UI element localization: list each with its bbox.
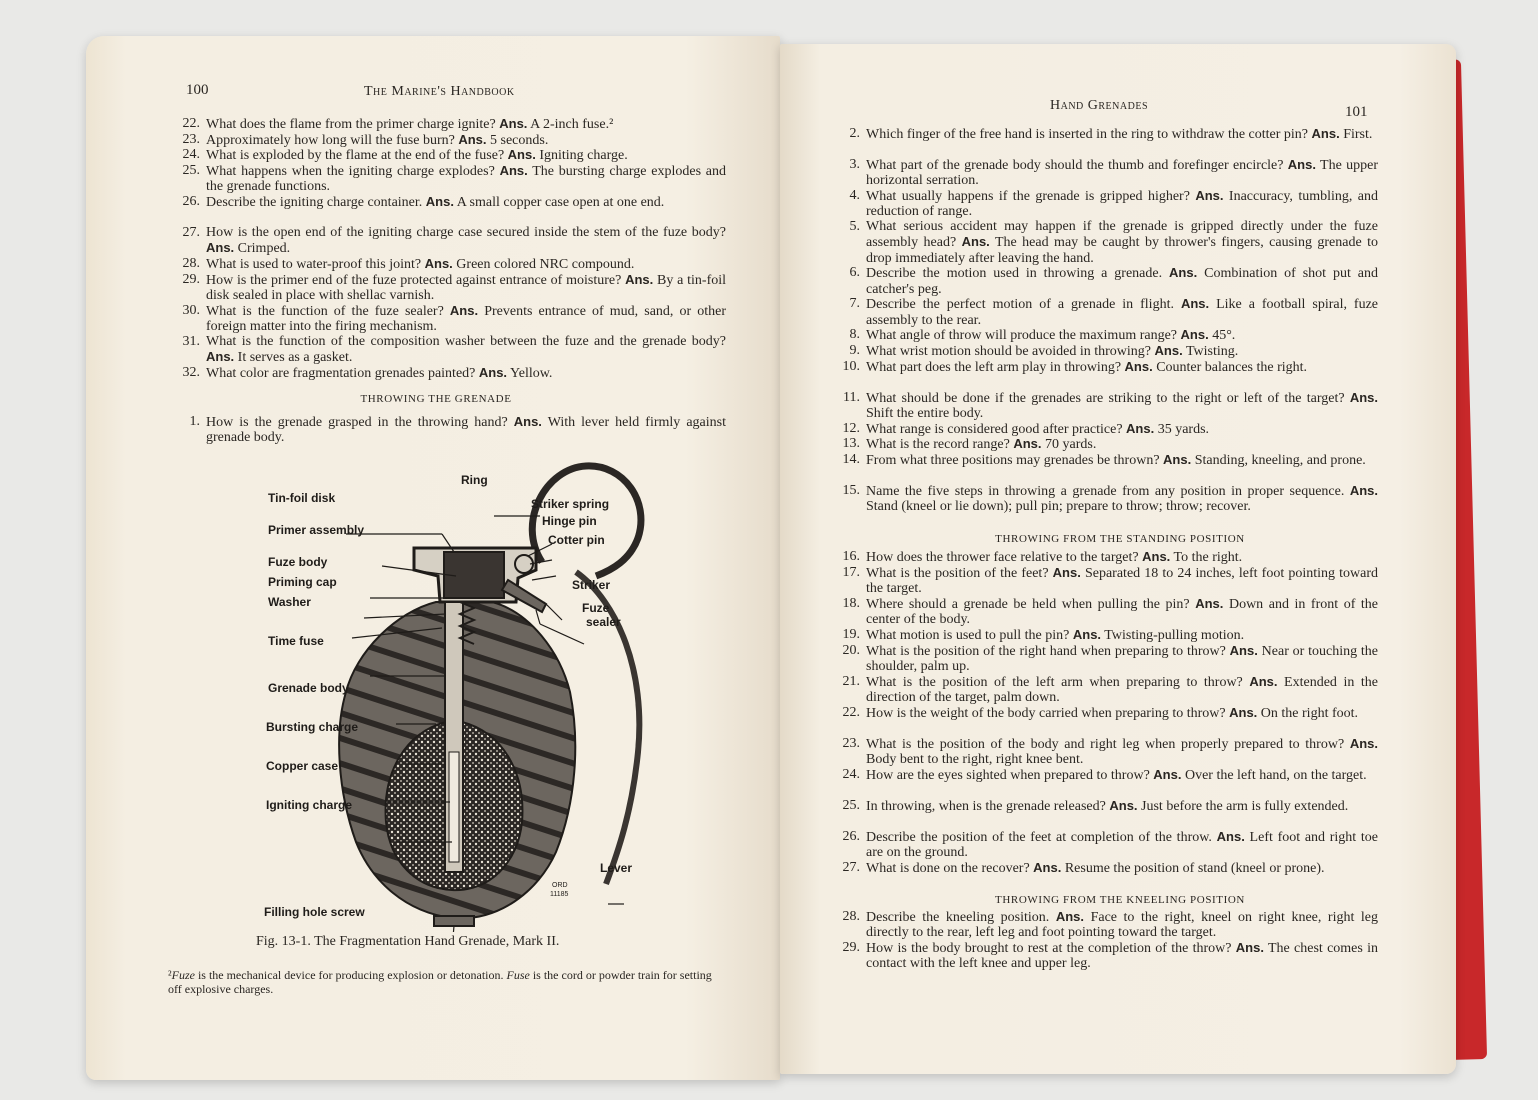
question-text: [866, 436, 1378, 452]
answer: 35 yards.: [1157, 421, 1210, 437]
answer: Shift the entire body.: [866, 405, 984, 421]
answer-label: Ans.: [1153, 766, 1182, 782]
question-number: 5.: [849, 219, 860, 234]
question: What is done on the recover?: [866, 860, 1030, 876]
question-number: 2.: [849, 126, 860, 141]
label-striker: Striker: [572, 578, 611, 592]
question-text: [206, 225, 726, 257]
question-text: [206, 194, 726, 210]
question-number: 21.: [842, 673, 860, 689]
question: What is the record range?: [866, 437, 1010, 453]
question: What range is considered good after practice?: [866, 421, 1123, 437]
question-item: [838, 188, 1378, 219]
answer: Extended in the direction of the target, palm down.: [866, 674, 1378, 706]
label-striker-spring: Striker spring: [531, 497, 610, 511]
answer: Twisting-pulling motion.: [1104, 628, 1245, 644]
answer: 45°.: [1212, 328, 1236, 344]
label-lever: Lever: [600, 861, 633, 875]
answer: Green colored NRC compound.: [456, 257, 635, 273]
question-item: [838, 596, 1378, 627]
answer: The head may be caught by thrower's fingers, causing grenade to drop immediately after leaving the hand.: [866, 235, 1379, 266]
question-number: 11.: [843, 389, 860, 405]
question: What is the position of the right hand when preparing to throw?: [866, 643, 1226, 659]
answer: Combination of shot put and catcher's peg.: [866, 266, 1379, 297]
question-text: [866, 940, 1378, 972]
question-text: [866, 265, 1378, 297]
question-text: [866, 390, 1378, 422]
question-item: [838, 359, 1378, 390]
answer: Left foot and right toe are on the ground.: [866, 829, 1379, 861]
page-number: 100: [186, 82, 209, 98]
question-number: 13.: [842, 436, 860, 452]
question-number: 3.: [849, 157, 860, 172]
answer: It serves as a gasket.: [237, 350, 353, 366]
question-item: [178, 147, 726, 162]
question-item: [838, 327, 1378, 342]
label-primer-assembly: Primer assembly: [268, 523, 365, 537]
question: How is the weight of the body carried when preparing to throw?: [866, 705, 1226, 721]
question-text: [866, 483, 1378, 515]
question-text: [866, 860, 1378, 876]
question-text: [866, 674, 1378, 706]
question-number: 18.: [842, 596, 860, 612]
footnote-term1: Fuze: [171, 968, 195, 982]
question: What angle of throw will produce the maximum range?: [866, 328, 1178, 344]
answer: Down and in front of the center of the body.: [866, 597, 1379, 628]
question: What does the flame from the primer charge ignite?: [206, 117, 496, 132]
answer-label: Ans.: [1349, 735, 1379, 751]
answer-label: Ans.: [1033, 859, 1062, 875]
question-text: [206, 365, 726, 381]
answer-label: Ans.: [961, 234, 990, 250]
answer: First.: [1343, 127, 1373, 142]
answer: 70 yards.: [1045, 437, 1097, 453]
answer: On the right foot.: [1260, 705, 1359, 721]
question-item: [838, 643, 1378, 674]
answer: Twisting.: [1185, 344, 1239, 359]
answer-label: Ans.: [1055, 908, 1085, 924]
question-text: [206, 414, 726, 446]
question-text: [866, 157, 1378, 189]
answer-label: Ans.: [513, 414, 542, 429]
answer: By a tin-foil disk sealed in place with shellac varnish.: [206, 272, 727, 304]
question-text: [866, 219, 1378, 266]
question-item: [838, 829, 1378, 860]
answer-label: Ans.: [1311, 126, 1340, 141]
question-text: [866, 188, 1378, 220]
answer: Body bent to the right, right knee bent.: [866, 752, 1084, 768]
question-text: [866, 452, 1378, 468]
question-text: [206, 334, 726, 366]
question-text: [206, 163, 726, 195]
question-item: [838, 265, 1378, 296]
question-number: 9.: [849, 343, 860, 358]
question: What usually happens if the grenade is gripped higher?: [866, 189, 1190, 204]
question-number: 31.: [182, 333, 200, 349]
question: Describe the perfect motion of a grenade in flight.: [866, 297, 1174, 313]
answer-label: Ans.: [424, 256, 453, 272]
question-item: [838, 860, 1378, 891]
question-number: 28.: [842, 908, 860, 924]
question-number: 16.: [842, 549, 860, 565]
question: Describe the kneeling position.: [866, 909, 1050, 925]
question-number: 24.: [842, 766, 860, 782]
question: From what three positions may grenades be thrown?: [866, 453, 1160, 469]
question: How is the primer end of the fuze protected against entrance of moisture?: [206, 272, 622, 288]
label-copper-case: Copper case: [266, 759, 339, 773]
answer-label: Ans.: [1169, 265, 1198, 281]
question-item: [838, 343, 1378, 358]
question-number: 4.: [849, 188, 860, 203]
answer-label: Ans.: [1216, 828, 1245, 844]
question-item: [178, 194, 726, 225]
question-text: [206, 147, 726, 163]
label-ring: Ring: [461, 473, 488, 487]
question-text: [866, 359, 1378, 375]
question-text: [866, 327, 1378, 343]
running-head: Hand Grenades: [1050, 98, 1148, 113]
label-fuze-sealer-line1: Fuze: [582, 601, 610, 615]
question-text: [206, 132, 726, 148]
question: In throwing, when is the grenade released?: [866, 798, 1106, 814]
question-item: [838, 219, 1378, 265]
question: What is the position of the feet?: [866, 566, 1049, 582]
answer: A 2-inch fuse.²: [530, 117, 614, 132]
question-number: 7.: [849, 296, 860, 312]
answer-label: Ans.: [206, 349, 235, 365]
answer: 5 seconds.: [490, 132, 549, 148]
answer-label: Ans.: [1013, 436, 1042, 452]
question-number: 26.: [842, 828, 860, 844]
question-item: [838, 483, 1378, 529]
footnote-term2: Fuse: [506, 968, 530, 982]
question-text: [206, 303, 726, 335]
question-text: [866, 798, 1378, 814]
answer: The chest comes in contact with the left knee and upper leg.: [866, 940, 1379, 972]
answer-label: Ans.: [1072, 627, 1102, 643]
answer: Separated 18 to 24 inches, left foot pointing toward the target.: [866, 566, 1379, 597]
answer: The bursting charge explodes and the grenade functions.: [206, 164, 726, 195]
question: What part does the left arm play in throwing?: [866, 359, 1122, 375]
answer-label: Ans.: [1229, 642, 1258, 658]
label-time-fuse: Time fuse: [268, 634, 324, 648]
question-number: 32.: [182, 364, 200, 380]
question-number: 26.: [182, 194, 200, 210]
answer-label: Ans.: [1195, 596, 1224, 612]
label-igniting-charge: Igniting charge: [266, 798, 353, 812]
question-number: 12.: [842, 420, 860, 436]
answer-label: Ans.: [425, 194, 454, 210]
question: What motion is used to pull the pin?: [866, 628, 1070, 644]
answer: Yellow.: [510, 365, 553, 381]
question-item: [838, 390, 1378, 421]
answer: With lever held firmly against grenade body.: [206, 415, 726, 446]
label-fuze-body: Fuze body: [268, 555, 328, 569]
question-item: [178, 334, 726, 365]
answer-label: Ans.: [449, 302, 479, 318]
question: What wrist motion should be avoided in throwing?: [866, 344, 1152, 359]
answer-label: Ans.: [507, 147, 536, 163]
question-item: [838, 296, 1378, 327]
question-number: 15.: [842, 483, 860, 499]
answer: Inaccuracy, tumbling, and reduction of range.: [866, 189, 1378, 220]
question: What is the position of the body and right leg when properly prepared to throw?: [866, 736, 1345, 752]
answer-label: Ans.: [1349, 483, 1378, 499]
answer-label: Ans.: [1349, 389, 1378, 405]
question: How is the open end of the igniting charge case secured inside the stem of the fuze body?: [206, 225, 726, 241]
question-number: 23.: [182, 131, 200, 147]
question-item: [838, 627, 1378, 642]
question-number: 27.: [182, 225, 200, 241]
question: What part of the grenade body should the thumb and forefinger encircle?: [866, 158, 1284, 173]
question-item: [838, 674, 1378, 705]
question-number: 19.: [842, 627, 860, 643]
question: Describe the motion used in throwing a grenade.: [866, 266, 1163, 282]
question-text: [866, 296, 1378, 328]
answer-label: Ans.: [499, 116, 528, 131]
answer-label: Ans.: [1142, 549, 1171, 565]
question-item: [178, 414, 726, 445]
footnote: [168, 968, 724, 996]
question-item: [838, 421, 1378, 436]
question-number: 22.: [182, 116, 200, 131]
right-page: [780, 44, 1456, 1074]
question-number: 8.: [849, 327, 860, 343]
answer: Just before the arm is fully extended.: [1141, 798, 1349, 814]
question: What color are fragmentation grenades painted?: [206, 365, 476, 381]
question-item: [838, 565, 1378, 596]
question-item: [838, 798, 1378, 829]
stamp-line2: 11185: [550, 891, 569, 898]
question-item: [178, 116, 726, 131]
question-text: [206, 116, 726, 132]
question-number: 17.: [842, 565, 860, 581]
question-item: [838, 940, 1378, 971]
answer: Igniting charge.: [539, 148, 628, 164]
answer: Face to the right, kneel on right knee, right leg directly to the rear, left leg and foot pointing toward the target.: [866, 909, 1379, 941]
question-number: 1.: [189, 414, 200, 429]
question: How is the grenade grasped in the throwing hand?: [206, 415, 508, 430]
question-number: 25.: [182, 163, 200, 179]
question: Which finger of the free hand is inserted in the ring to withdraw the cotter pin?: [866, 127, 1309, 142]
question: How are the eyes sighted when prepared to throw?: [866, 767, 1150, 783]
question: Describe the igniting charge container.: [206, 195, 423, 211]
label-cotter-pin: Cotter pin: [548, 533, 605, 547]
answer: Resume the position of stand (kneel or prone).: [1064, 860, 1325, 876]
answer: Over the left hand, on the target.: [1184, 767, 1367, 783]
question-item: [838, 126, 1378, 157]
question-number: 24.: [182, 147, 200, 163]
question: Approximately how long will the fuse burn?: [206, 132, 455, 148]
question-number: 10.: [842, 358, 860, 374]
answer-label: Ans.: [206, 240, 235, 256]
answer-label: Ans.: [1235, 939, 1264, 955]
question: What is the function of the fuze sealer?: [206, 303, 444, 319]
label-tin-foil-disk: Tin-foil disk: [268, 491, 336, 505]
question: What serious accident may happen if the grenade is gripped directly under the fuze assembly head?: [866, 219, 1378, 251]
question-item: [838, 767, 1378, 798]
question-item: [838, 736, 1378, 767]
answer: Standing, kneeling, and prone.: [1194, 453, 1366, 469]
question-item: [178, 163, 726, 194]
answer: Stand (kneel or lie down); pull pin; prepare to throw; throw; recover.: [866, 499, 1251, 515]
footnote-mark: ²: [168, 968, 172, 982]
stamp-line1: ORD: [552, 882, 568, 889]
label-hinge-pin: Hinge pin: [542, 514, 597, 528]
answer-label: Ans.: [625, 271, 654, 287]
question: Name the five steps in throwing a grenade from any position in proper sequence.: [866, 484, 1345, 500]
question-item: [838, 549, 1378, 564]
question-number: 27.: [842, 859, 860, 875]
answer-label: Ans.: [1249, 673, 1278, 689]
question-item: [178, 256, 726, 271]
question-text: [866, 596, 1378, 628]
question-item: [838, 452, 1378, 483]
question-item: [838, 705, 1378, 736]
question-item: [178, 132, 726, 147]
question-item: [178, 272, 726, 303]
left-page: [86, 36, 780, 1080]
answer-label: Ans.: [1195, 188, 1224, 203]
question: What is used to water-proof this joint?: [206, 257, 422, 273]
question-text: [866, 126, 1378, 142]
question: What is exploded by the flame at the end of the fuse?: [206, 148, 505, 164]
question-item: [178, 225, 726, 256]
question: What should be done if the grenades are striking to the right or left of the target?: [866, 390, 1345, 406]
question-item: [178, 365, 726, 380]
answer-label: Ans.: [499, 163, 528, 179]
answer: Counter balances the right.: [1156, 359, 1308, 375]
label-grenade-body: Grenade body: [268, 681, 349, 695]
label-filling-hole-screw: Filling hole screw: [264, 905, 365, 919]
answer-label: Ans.: [1163, 452, 1192, 468]
question: What is the position of the left arm when preparing to throw?: [866, 674, 1243, 690]
section-heading: THROWING THE GRENADE: [360, 393, 512, 405]
running-head: The Marine's Handbook: [364, 84, 515, 99]
question-text: [866, 565, 1378, 597]
question-number: 20.: [842, 642, 860, 658]
answer: Prevents entrance of mud, sand, or other foreign matter into the firing mechanism.: [206, 303, 727, 335]
answer: Crimped.: [237, 241, 291, 257]
label-bursting-charge: Bursting charge: [266, 720, 359, 734]
section-heading-kneeling: THROWING FROM THE KNEELING POSITION: [995, 893, 1245, 906]
question-text: [866, 736, 1378, 768]
question: What happens when the igniting charge explodes?: [206, 164, 495, 180]
question-text: [866, 767, 1378, 783]
answer-label: Ans.: [478, 364, 508, 380]
question: How does the thrower face relative to the target?: [866, 550, 1139, 566]
label-fuze-sealer-line2: sealer: [586, 615, 621, 629]
label-priming-cap: Priming cap: [268, 575, 337, 589]
answer-label: Ans.: [1229, 704, 1258, 720]
footnote-text1: is the mechanical device for producing explosion or detonation.: [194, 968, 507, 982]
question: What is the function of the composition washer between the fuze and the grenade body?: [206, 333, 726, 349]
footnote-text2: is the cord or powder train for setting off explosive charges.: [168, 968, 712, 996]
answer: A small copper case open at one end.: [456, 195, 665, 211]
answer-label: Ans.: [458, 131, 487, 147]
section-heading-standing: THROWING FROM THE STANDING POSITION: [995, 533, 1245, 546]
question: Where should a grenade be held when pulling the pin?: [866, 597, 1190, 613]
question-number: 14.: [842, 452, 860, 468]
question-text: [866, 343, 1378, 359]
question: Describe the position of the feet at completion of the throw.: [866, 829, 1212, 845]
answer-label: Ans.: [1287, 157, 1316, 172]
question-text: [866, 643, 1378, 675]
figure-caption: Fig. 13-1. The Fragmentation Hand Grenade, Mark II.: [256, 934, 560, 949]
page-number: 101: [1345, 104, 1368, 120]
answer-label: Ans.: [1124, 358, 1153, 374]
label-washer: Washer: [268, 595, 311, 609]
question-text: [866, 627, 1378, 643]
question-number: 6.: [849, 265, 860, 281]
question-number: 28.: [182, 256, 200, 272]
question-text: [866, 705, 1378, 721]
question-text: [206, 272, 726, 304]
question-item: [838, 909, 1378, 940]
question-text: [866, 549, 1378, 565]
answer-label: Ans.: [1180, 327, 1209, 343]
question-number: 29.: [842, 939, 860, 955]
question-item: [838, 157, 1378, 188]
answer: To the right.: [1173, 550, 1243, 566]
question-number: 22.: [842, 704, 860, 720]
question-text: [206, 256, 726, 272]
question-text: [866, 829, 1378, 861]
question-item: [178, 303, 726, 334]
question-text: [866, 421, 1378, 437]
question-item: [838, 436, 1378, 451]
question-text: [866, 909, 1378, 941]
answer: Like a football spiral, fuze assembly to the rear.: [866, 297, 1379, 328]
question-number: 30.: [182, 302, 200, 318]
answer-label: Ans.: [1052, 565, 1081, 581]
answer: The upper horizontal serration.: [866, 158, 1378, 189]
question-number: 23.: [842, 735, 860, 751]
answer: Near or touching the shoulder, palm up.: [866, 643, 1379, 675]
answer-label: Ans.: [1126, 420, 1155, 436]
answer-label: Ans.: [1154, 343, 1183, 358]
question-number: 29.: [182, 271, 200, 287]
question-number: 25.: [842, 797, 860, 813]
answer-label: Ans.: [1109, 797, 1138, 813]
question: How is the body brought to rest at the completion of the throw?: [866, 940, 1232, 956]
answer-label: Ans.: [1180, 296, 1210, 312]
